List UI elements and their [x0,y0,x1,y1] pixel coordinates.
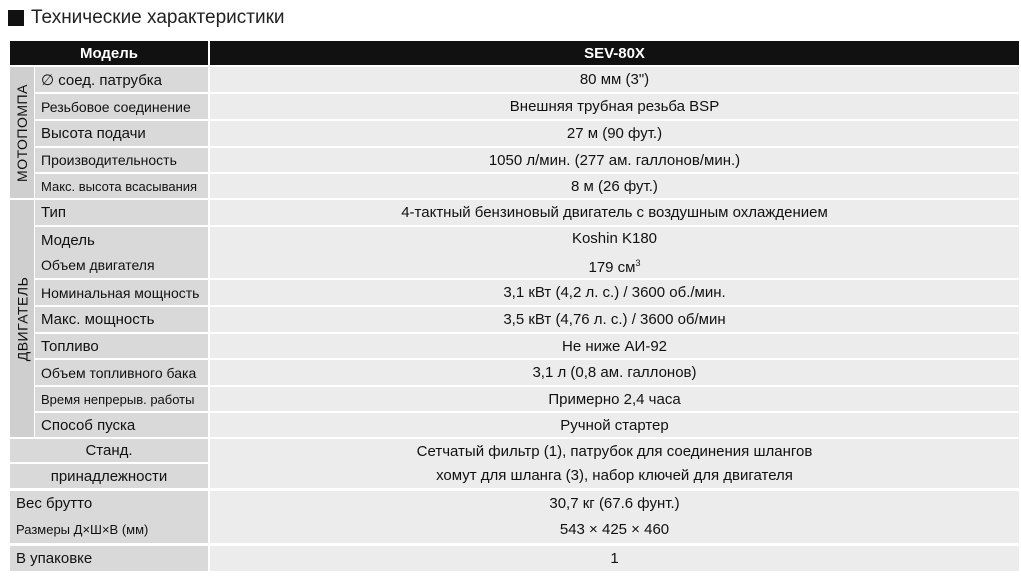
title-square-icon [8,10,24,26]
pump-row-label: Производительность [35,148,208,172]
engine-start-value: Ручной стартер [210,413,1019,437]
engine-runtime-label: Время непрерыв. работы [35,387,208,411]
pump-row-label: Макс. высота всасывания [35,174,208,198]
group-engine [10,200,34,437]
pump-row-value: 8 м (26 фут.) [210,174,1019,198]
engine-displacement-value [588,251,640,279]
engine-start-label: Способ пуска [35,413,208,437]
group-pump [10,67,34,198]
group-engine-label: ДВИГАТЕЛЬ [14,276,31,361]
pump-row-value: 27 м (90 фут.) [210,121,1019,146]
section-title-text: Технические характеристики [31,7,285,28]
engine-tank-label: Объем топливного бака [35,360,208,385]
package-label: В упаковке [10,546,208,571]
engine-rated-power-label: Номинальная мощность [35,280,208,305]
accessories-label-line2: принадлежности [10,464,208,488]
engine-type-label: Тип [35,200,208,225]
engine-rated-power-value: 3,1 кВт (4,2 л. с.) / 3600 об./мин. [210,280,1019,305]
accessories-label-line1: Станд. [10,439,208,462]
engine-model-value: Koshin K180 [571,229,658,247]
weight-dims-value [210,491,1019,543]
weight-dims-label [10,491,208,543]
engine-displacement-label: Объем двигателя [41,256,155,273]
accessories-value [210,439,1019,488]
header-model-value: SEV-80X [210,41,1019,65]
pump-row-label: Резьбовое соединение [35,94,208,119]
engine-fuel-label: Топливо [35,334,208,358]
pump-row-label: ∅ соед. патрубка [35,67,208,92]
package-value: 1 [210,546,1019,571]
accessories-value-line1: Сетчатый фильтр (1), патрубок для соединения шлангов [416,443,813,460]
engine-max-power-label: Макс. мощность [35,307,208,332]
engine-tank-value: 3,1 л (0,8 ам. галлонов) [210,360,1019,385]
header-model-label: Модель [10,41,208,65]
weight-label: Вес брутто [16,495,93,512]
accessories-value-line2: хомут для шланга (3), набор ключей для двигателя [436,467,793,484]
pump-row-value: 80 мм (3") [210,67,1019,92]
group-pump-label: МОТОПОМПА [14,83,31,182]
weight-value: 30,7 кг (67.6 фунт.) [549,495,680,512]
engine-max-power-value: 3,5 кВт (4,76 л. с.) / 3600 об/мин [210,307,1019,332]
dims-value: 543 × 425 × 460 [559,521,670,538]
dims-label: Размеры Д×Ш×В (мм) [16,522,149,537]
pump-row-value: Внешняя трубная резьба BSP [210,94,1019,119]
engine-fuel-value: Не ниже АИ-92 [210,334,1019,358]
engine-type-value: 4-тактный бензиновый двигатель с воздушным охлаждением [210,200,1019,225]
displacement-number: 179 см [588,258,636,276]
engine-runtime-value: Примерно 2,4 часа [210,387,1019,411]
engine-model-displacement-label [35,227,208,278]
section-title [8,6,285,30]
engine-model-label: Модель [41,231,95,249]
displacement-superscript: 3 [635,257,641,268]
engine-model-displacement-value [210,227,1019,278]
pump-row-label: Высота подачи [35,121,208,146]
pump-row-value: 1050 л/мин. (277 ам. галлонов/мин.) [210,148,1019,172]
